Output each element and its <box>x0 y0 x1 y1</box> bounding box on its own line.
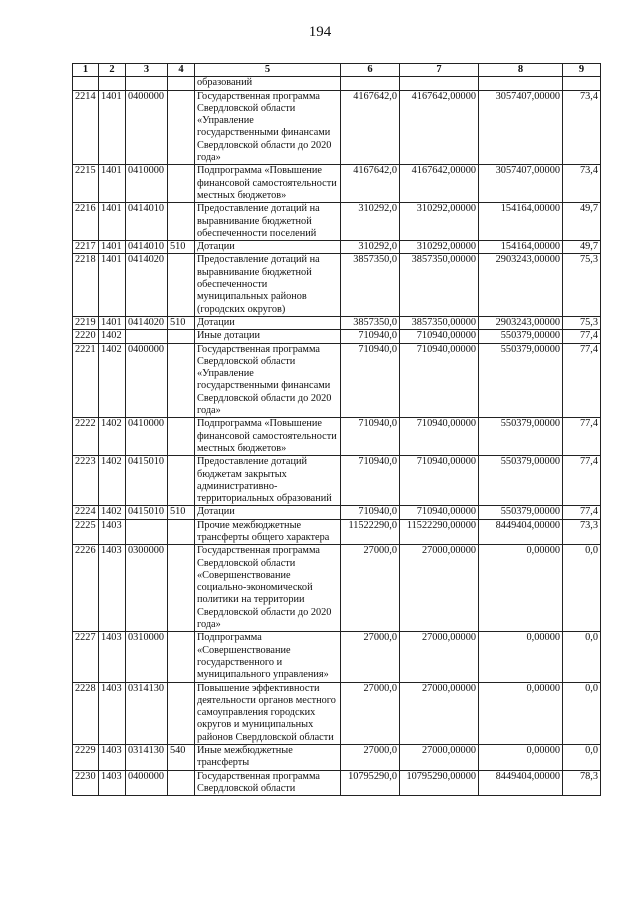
header-cell: 6 <box>341 64 400 77</box>
row-number-cell: 2226 <box>73 545 99 632</box>
section-code-cell: 1401 <box>99 254 126 316</box>
executed-amount-cell: 550379,00000 <box>479 456 563 506</box>
section-code-cell: 1401 <box>99 203 126 241</box>
item-name-cell: Государственная программа Свердловской области «Управление государственными финансами Свердловской области до 2020 года» <box>195 90 341 165</box>
planned-amount-cell: 710940,00000 <box>400 456 479 506</box>
section-code-cell: 1403 <box>99 519 126 545</box>
expense-type-code-cell <box>168 165 195 203</box>
execution-percent-cell: 0,0 <box>563 682 601 744</box>
target-article-code-cell: 0400000 <box>126 90 168 165</box>
row-number-cell: 2219 <box>73 316 99 329</box>
row-number-cell: 2215 <box>73 165 99 203</box>
planned-amount-cell: 310292,00000 <box>400 241 479 254</box>
target-article-code-cell: 0414020 <box>126 254 168 316</box>
header-cell: 2 <box>99 64 126 77</box>
planned-amount-cell: 11522290,00000 <box>400 519 479 545</box>
table-row <box>73 254 601 316</box>
executed-amount-cell: 0,00000 <box>479 682 563 744</box>
execution-percent-cell: 49,7 <box>563 203 601 241</box>
table-row <box>73 241 601 254</box>
item-name-cell: Дотации <box>195 241 341 254</box>
approved-amount-cell: 10795290,0 <box>341 770 400 796</box>
item-name-cell: Подпрограмма «Повышение финансовой самостоятельности местных бюджетов» <box>195 418 341 456</box>
execution-percent-cell: 75,3 <box>563 254 601 316</box>
planned-amount-cell <box>400 77 479 90</box>
row-number-cell: 2218 <box>73 254 99 316</box>
expense-type-code-cell <box>168 545 195 632</box>
row-number-cell: 2227 <box>73 632 99 682</box>
table-row <box>73 456 601 506</box>
execution-percent-cell: 0,0 <box>563 745 601 771</box>
expense-type-code-cell: 510 <box>168 316 195 329</box>
execution-percent-cell: 73,3 <box>563 519 601 545</box>
row-number-cell: 2229 <box>73 745 99 771</box>
section-code-cell: 1403 <box>99 545 126 632</box>
item-name-cell: Дотации <box>195 506 341 519</box>
planned-amount-cell: 710940,00000 <box>400 330 479 343</box>
target-article-code-cell <box>126 330 168 343</box>
executed-amount-cell: 0,00000 <box>479 545 563 632</box>
section-code-cell: 1402 <box>99 418 126 456</box>
table-row <box>73 519 601 545</box>
target-article-code-cell: 0414010 <box>126 203 168 241</box>
section-code-cell: 1403 <box>99 632 126 682</box>
section-code-cell: 1403 <box>99 682 126 744</box>
row-number-cell: 2220 <box>73 330 99 343</box>
table-row <box>73 745 601 771</box>
target-article-code-cell: 0300000 <box>126 545 168 632</box>
table-row <box>73 770 601 796</box>
planned-amount-cell: 27000,00000 <box>400 682 479 744</box>
table-row <box>73 343 601 418</box>
row-number-cell: 2217 <box>73 241 99 254</box>
expense-type-code-cell <box>168 254 195 316</box>
planned-amount-cell: 4167642,00000 <box>400 165 479 203</box>
expense-type-code-cell <box>168 330 195 343</box>
target-article-code-cell <box>126 77 168 90</box>
section-code-cell: 1401 <box>99 90 126 165</box>
expense-type-code-cell: 540 <box>168 745 195 771</box>
executed-amount-cell: 550379,00000 <box>479 418 563 456</box>
planned-amount-cell: 27000,00000 <box>400 745 479 771</box>
planned-amount-cell: 310292,00000 <box>400 203 479 241</box>
section-code-cell: 1403 <box>99 770 126 796</box>
item-name-cell: Дотации <box>195 316 341 329</box>
row-number-cell: 2224 <box>73 506 99 519</box>
approved-amount-cell: 710940,0 <box>341 418 400 456</box>
executed-amount-cell: 2903243,00000 <box>479 316 563 329</box>
approved-amount-cell: 11522290,0 <box>341 519 400 545</box>
section-code-cell: 1403 <box>99 745 126 771</box>
approved-amount-cell: 3857350,0 <box>341 254 400 316</box>
expense-type-code-cell <box>168 77 195 90</box>
table-row <box>73 545 601 632</box>
expense-type-code-cell: 510 <box>168 241 195 254</box>
executed-amount-cell: 8449404,00000 <box>479 770 563 796</box>
item-name-cell: Прочие межбюджетные трансферты общего характера <box>195 519 341 545</box>
expense-type-code-cell <box>168 203 195 241</box>
item-name-cell: Государственная программа Свердловской области «Управление государственными финансами Свердловской области до 2020 года» <box>195 343 341 418</box>
item-name-cell: Государственная программа Свердловской области <box>195 770 341 796</box>
execution-percent-cell: 77,4 <box>563 343 601 418</box>
item-name-cell: Повышение эффективности деятельности органов местного самоуправления городских округов и муниципальных районов Свердловской области <box>195 682 341 744</box>
approved-amount-cell: 27000,0 <box>341 682 400 744</box>
planned-amount-cell: 27000,00000 <box>400 632 479 682</box>
header-cell: 7 <box>400 64 479 77</box>
row-number-cell: 2228 <box>73 682 99 744</box>
planned-amount-cell: 10795290,00000 <box>400 770 479 796</box>
approved-amount-cell <box>341 77 400 90</box>
item-name-cell: Иные межбюджетные трансферты <box>195 745 341 771</box>
header-cell: 5 <box>195 64 341 77</box>
header-cell: 1 <box>73 64 99 77</box>
execution-percent-cell <box>563 77 601 90</box>
approved-amount-cell: 710940,0 <box>341 506 400 519</box>
approved-amount-cell: 310292,0 <box>341 203 400 241</box>
planned-amount-cell: 27000,00000 <box>400 545 479 632</box>
row-number-cell: 2214 <box>73 90 99 165</box>
execution-percent-cell: 77,4 <box>563 330 601 343</box>
table-row <box>73 682 601 744</box>
section-code-cell: 1402 <box>99 330 126 343</box>
target-article-code-cell: 0410000 <box>126 165 168 203</box>
approved-amount-cell: 710940,0 <box>341 343 400 418</box>
target-article-code-cell: 0415010 <box>126 456 168 506</box>
table-row <box>73 632 601 682</box>
expense-type-code-cell <box>168 418 195 456</box>
target-article-code-cell <box>126 519 168 545</box>
executed-amount-cell: 3057407,00000 <box>479 90 563 165</box>
execution-percent-cell: 0,0 <box>563 545 601 632</box>
row-number-cell: 2225 <box>73 519 99 545</box>
target-article-code-cell: 0414010 <box>126 241 168 254</box>
item-name-cell: Подпрограмма «Повышение финансовой самостоятельности местных бюджетов» <box>195 165 341 203</box>
execution-percent-cell: 77,4 <box>563 456 601 506</box>
row-number-cell: 2222 <box>73 418 99 456</box>
target-article-code-cell: 0414020 <box>126 316 168 329</box>
target-article-code-cell: 0415010 <box>126 506 168 519</box>
expense-type-code-cell <box>168 519 195 545</box>
expense-type-code-cell: 510 <box>168 506 195 519</box>
executed-amount-cell: 2903243,00000 <box>479 254 563 316</box>
expense-type-code-cell <box>168 456 195 506</box>
expense-type-code-cell <box>168 770 195 796</box>
planned-amount-cell: 4167642,00000 <box>400 90 479 165</box>
planned-amount-cell: 3857350,00000 <box>400 254 479 316</box>
planned-amount-cell: 710940,00000 <box>400 506 479 519</box>
planned-amount-cell: 710940,00000 <box>400 418 479 456</box>
expense-type-code-cell <box>168 682 195 744</box>
expense-type-code-cell <box>168 90 195 165</box>
section-code-cell <box>99 77 126 90</box>
header-cell: 8 <box>479 64 563 77</box>
execution-percent-cell: 77,4 <box>563 506 601 519</box>
table-row <box>73 165 601 203</box>
target-article-code-cell: 0410000 <box>126 418 168 456</box>
target-article-code-cell: 0310000 <box>126 632 168 682</box>
approved-amount-cell: 27000,0 <box>341 745 400 771</box>
item-name-cell: Предоставление дотаций бюджетам закрытых административно-территориальных образований <box>195 456 341 506</box>
executed-amount-cell: 550379,00000 <box>479 343 563 418</box>
section-code-cell: 1401 <box>99 316 126 329</box>
row-number-cell: 2221 <box>73 343 99 418</box>
executed-amount-cell: 0,00000 <box>479 745 563 771</box>
approved-amount-cell: 710940,0 <box>341 330 400 343</box>
expense-type-code-cell <box>168 343 195 418</box>
table-row <box>73 203 601 241</box>
approved-amount-cell: 710940,0 <box>341 456 400 506</box>
item-name-cell: Иные дотации <box>195 330 341 343</box>
section-code-cell: 1401 <box>99 241 126 254</box>
executed-amount-cell: 154164,00000 <box>479 203 563 241</box>
table-row <box>73 506 601 519</box>
executed-amount-cell: 3057407,00000 <box>479 165 563 203</box>
executed-amount-cell: 8449404,00000 <box>479 519 563 545</box>
table-row <box>73 77 601 90</box>
target-article-code-cell: 0400000 <box>126 770 168 796</box>
section-code-cell: 1402 <box>99 343 126 418</box>
approved-amount-cell: 3857350,0 <box>341 316 400 329</box>
target-article-code-cell: 0314130 <box>126 682 168 744</box>
target-article-code-cell: 0314130 <box>126 745 168 771</box>
section-code-cell: 1402 <box>99 506 126 519</box>
section-code-cell: 1401 <box>99 165 126 203</box>
approved-amount-cell: 27000,0 <box>341 632 400 682</box>
table-row <box>73 418 601 456</box>
row-number-cell: 2223 <box>73 456 99 506</box>
header-cell: 4 <box>168 64 195 77</box>
execution-percent-cell: 49,7 <box>563 241 601 254</box>
row-number-cell: 2230 <box>73 770 99 796</box>
executed-amount-cell: 550379,00000 <box>479 330 563 343</box>
execution-percent-cell: 73,4 <box>563 165 601 203</box>
table-row <box>73 316 601 329</box>
table-row <box>73 90 601 165</box>
planned-amount-cell: 710940,00000 <box>400 343 479 418</box>
section-code-cell: 1402 <box>99 456 126 506</box>
approved-amount-cell: 27000,0 <box>341 545 400 632</box>
header-cell: 9 <box>563 64 601 77</box>
planned-amount-cell: 3857350,00000 <box>400 316 479 329</box>
executed-amount-cell: 0,00000 <box>479 632 563 682</box>
execution-percent-cell: 0,0 <box>563 632 601 682</box>
expense-type-code-cell <box>168 632 195 682</box>
executed-amount-cell <box>479 77 563 90</box>
execution-percent-cell: 75,3 <box>563 316 601 329</box>
executed-amount-cell: 550379,00000 <box>479 506 563 519</box>
execution-percent-cell: 78,3 <box>563 770 601 796</box>
row-number-cell: 2216 <box>73 203 99 241</box>
approved-amount-cell: 4167642,0 <box>341 165 400 203</box>
execution-percent-cell: 73,4 <box>563 90 601 165</box>
approved-amount-cell: 4167642,0 <box>341 90 400 165</box>
item-name-cell: Подпрограмма «Совершенствование государственного и муниципального управления» <box>195 632 341 682</box>
item-name-cell: Предоставление дотаций на выравнивание бюджетной обеспеченности муниципальных районов (городских округов) <box>195 254 341 316</box>
item-name-cell: Предоставление дотаций на выравнивание бюджетной обеспеченности поселений <box>195 203 341 241</box>
execution-percent-cell: 77,4 <box>563 418 601 456</box>
item-name-cell: Государственная программа Свердловской области «Совершенствование социально-экономической политики на территории Свердловской области до 2020 года» <box>195 545 341 632</box>
header-cell: 3 <box>126 64 168 77</box>
approved-amount-cell: 310292,0 <box>341 241 400 254</box>
target-article-code-cell: 0400000 <box>126 343 168 418</box>
row-number-cell <box>73 77 99 90</box>
item-name-cell: образований <box>195 77 341 90</box>
header-row <box>73 64 601 77</box>
executed-amount-cell: 154164,00000 <box>479 241 563 254</box>
budget-table <box>72 63 601 796</box>
page-number: 194 <box>308 24 332 40</box>
table-row <box>73 330 601 343</box>
